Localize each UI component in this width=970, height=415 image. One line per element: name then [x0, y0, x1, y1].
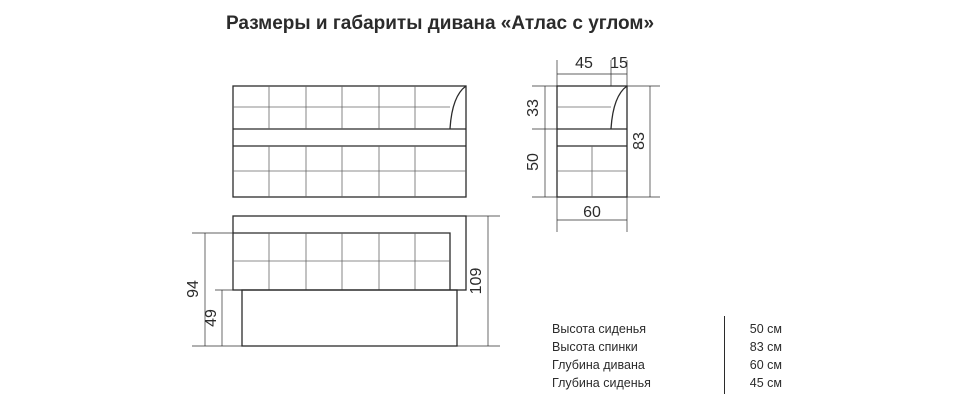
dim-back-height-33: 33: [525, 99, 542, 117]
page-title: Размеры и габариты дивана «Атлас с углом»: [225, 13, 655, 34]
plan-upper-outline: [233, 216, 466, 290]
plan-grid: [233, 233, 450, 290]
side-back-curve: [611, 86, 627, 129]
spec-label: Высота спинки: [552, 340, 638, 354]
top-view: [233, 86, 466, 197]
dim-seat-depth-45: 45: [575, 55, 593, 72]
armrest-curve: [450, 86, 466, 129]
plan-lower-box: [242, 290, 457, 346]
spec-value: 50 см: [749, 322, 782, 336]
dim-plan-109: 109: [468, 267, 485, 295]
dim-plan-49: 49: [203, 309, 220, 327]
plan-dimension-lines: [192, 216, 500, 346]
spec-row-sofa-depth: [552, 356, 782, 374]
spec-row-seat-height: [552, 320, 782, 338]
spec-label: Высота сиденья: [552, 322, 647, 336]
spec-label: Глубина сиденья: [552, 376, 651, 390]
dim-back-depth-15: 15: [610, 55, 628, 72]
plan-view: [185, 216, 500, 346]
dim-seat-height-50: 50: [525, 153, 542, 171]
back-cushion-grid: [233, 86, 450, 129]
spec-row-seat-depth: [552, 374, 782, 392]
spec-value: 60 см: [749, 358, 782, 372]
spec-value: 45 см: [749, 376, 782, 390]
spec-row-back-height: [552, 338, 782, 356]
spec-label: Глубина дивана: [552, 358, 645, 372]
dim-plan-94: 94: [185, 280, 202, 298]
side-view: [525, 55, 660, 232]
top-view-outline: [233, 86, 466, 197]
spec-value: 83 см: [749, 340, 782, 354]
dim-total-height-83: 83: [631, 132, 648, 150]
dim-total-depth-60: 60: [583, 204, 601, 221]
specs-table: [552, 320, 782, 392]
seat-grid: [233, 146, 466, 197]
